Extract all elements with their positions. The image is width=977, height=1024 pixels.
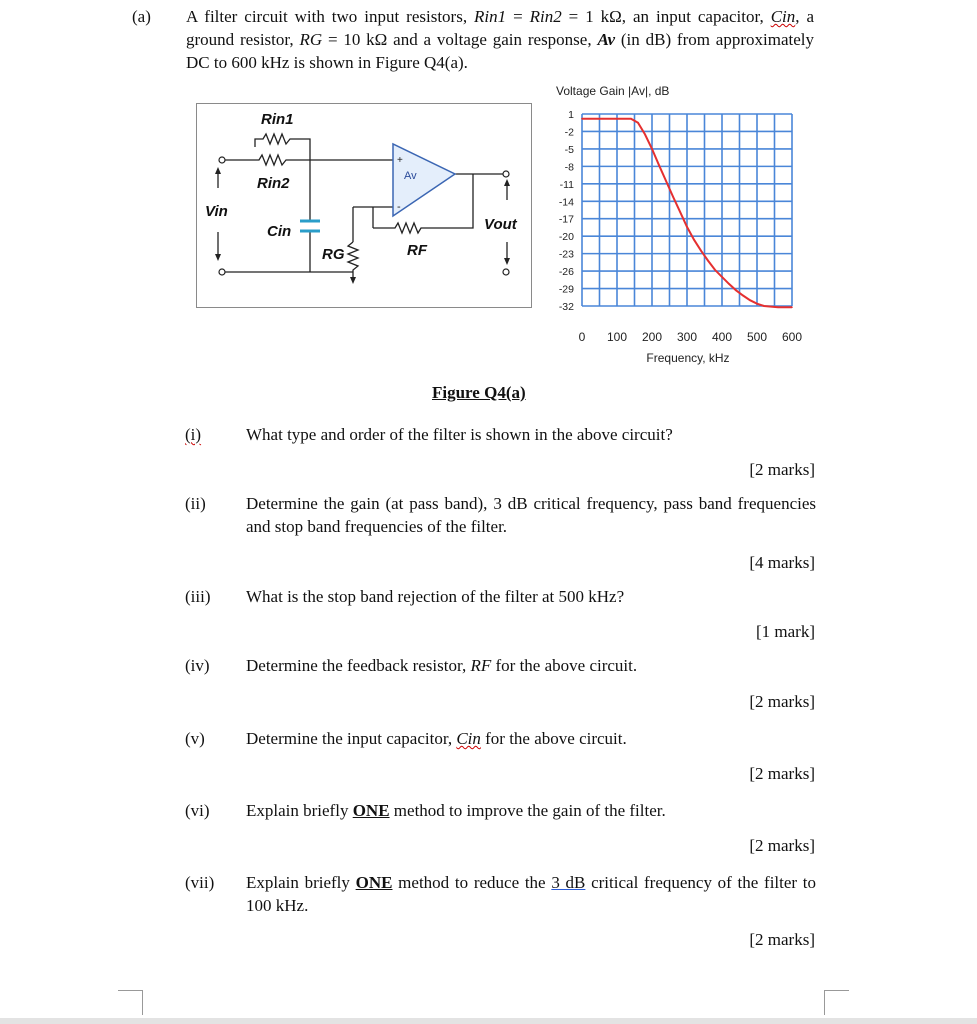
part-5-text (246, 727, 816, 750)
chart-y-ticks (559, 109, 574, 313)
part-6-text-b: method to improve the gain of the filter. (389, 801, 666, 820)
series-point-0-15 (707, 260, 709, 262)
x-tick-label-4: 400 (711, 330, 733, 344)
vout-arrowhead-down (504, 258, 510, 265)
page-bottom-edge (0, 1018, 977, 1024)
x-tick-label-2: 200 (641, 330, 663, 344)
y-tick-label-1: -2 (564, 126, 574, 139)
av-symbol: Av (597, 30, 616, 49)
part-6-bold: ONE (352, 801, 390, 820)
chart-x-label: Frequency, kHz (646, 351, 730, 365)
intro-eq-2: = 1 kΩ, an input capacitor, (561, 7, 771, 26)
rin1-resistor (255, 134, 310, 160)
vin-arrowhead-up (215, 167, 221, 174)
series-point-0-17 (721, 276, 723, 278)
part-6-marks: [2 marks] (749, 836, 815, 855)
part-5-text-b: for the above circuit. (480, 729, 627, 748)
vout-terminal-bottom (503, 269, 509, 275)
series-point-0-6 (644, 134, 646, 136)
x-tick-label-3: 300 (676, 330, 698, 344)
page-corner-right (824, 990, 849, 1015)
y-tick-label-5: -14 (558, 196, 574, 209)
part-5-marks: [2 marks] (749, 764, 815, 783)
gain-chart (548, 80, 808, 365)
series-point-0-2 (602, 118, 604, 120)
part-1-number (185, 423, 201, 446)
part-7-3db: 3 dB (551, 873, 586, 892)
series-point-0-16 (714, 269, 716, 271)
part-3-marks: [1 mark] (755, 622, 815, 641)
y-tick-label-6: -17 (558, 213, 574, 226)
part-5-cin-symbol: Cin (456, 729, 481, 748)
rin1-symbol: Rin1 (474, 7, 507, 26)
intro-text-1: A filter circuit with two input resistors, (186, 7, 475, 26)
part-3-number: (iii) (185, 587, 211, 606)
part-7-number: (vii) (185, 873, 215, 892)
y-tick-label-8: -23 (558, 248, 574, 261)
part-1-text: What type and order of the filter is shown in the above circuit? (246, 425, 673, 444)
x-tick-label-0: 0 (578, 330, 586, 344)
rin2-label: Rin2 (257, 175, 290, 192)
part-2-number: (ii) (185, 494, 206, 513)
part-7-text-a: Explain briefly (246, 873, 356, 892)
series-point-0-7 (651, 148, 653, 150)
series-point-0-24 (777, 306, 779, 308)
x-tick-label-1: 100 (606, 330, 628, 344)
vout-label: Vout (484, 216, 517, 233)
part-6-text (246, 799, 816, 822)
circuit-diagram (196, 103, 532, 308)
part-4-text-a: Determine the feedback resistor, (246, 656, 471, 675)
series-point-0-10 (672, 196, 674, 198)
series-point-0-18 (728, 283, 730, 285)
part-4-marks: [2 marks] (749, 692, 815, 711)
series-point-0-25 (791, 306, 793, 308)
chart-title: Voltage Gain |Av|, dB (556, 84, 670, 98)
intro-text-3: = 10 kΩ and a voltage gain response, (322, 30, 598, 49)
cin-label: Cin (267, 223, 292, 240)
series-point-0-13 (693, 239, 695, 241)
part-7-bold: ONE (355, 873, 393, 892)
question-label: (a) (132, 7, 151, 26)
circuit-svg (197, 104, 531, 307)
series-point-0-22 (756, 303, 758, 305)
part-6-text-a: Explain briefly (246, 801, 353, 820)
y-tick-label-4: -11 (559, 178, 574, 191)
part-4-text (246, 654, 816, 677)
intro-text-4: (in dB) from approximately DC to 600 kHz is shown in Figure Q4(a). (186, 30, 814, 72)
series-point-0-21 (749, 299, 751, 301)
y-tick-label-11: -32 (558, 301, 574, 313)
part-4-text-b: for the above circuit. (491, 656, 638, 675)
series-point-0-20 (742, 295, 744, 297)
rin2-resistor (255, 155, 310, 165)
figure-caption: Figure Q4(a) (432, 383, 526, 402)
vin-label: Vin (205, 203, 228, 220)
intro-text-2: , a ground resistor, (186, 7, 814, 49)
part-5-text-a: Determine the input capacitor, (246, 729, 457, 748)
rg-symbol: RG (299, 30, 323, 49)
x-tick-label-6: 600 (781, 330, 803, 344)
opamp-label: Av (404, 170, 417, 182)
series-point-0-4 (630, 118, 632, 120)
part-7-text (246, 871, 816, 917)
part-1-marks: [2 marks] (749, 460, 815, 479)
vin-terminal-top (219, 157, 225, 163)
part-7-text-c: critical frequency of the filter to 100 kHz. (246, 873, 817, 915)
part-2-marks: [4 marks] (749, 553, 815, 572)
series-point-0-5 (637, 122, 639, 124)
part-4-number: (iv) (185, 656, 210, 675)
series-point-0-23 (763, 305, 765, 307)
y-tick-label-2: -5 (564, 143, 574, 156)
chart-grid (582, 114, 792, 306)
part-2-text: Determine the gain (at pass band), 3 dB critical frequency, pass band frequencies and stop band frequencies of the filter. (246, 494, 816, 536)
part-4-rf-symbol: RF (470, 656, 492, 675)
series-point-0-12 (686, 226, 688, 228)
y-tick-label-0: 1 (568, 109, 574, 121)
cin-capacitor (300, 221, 320, 231)
series-point-0-1 (588, 118, 590, 120)
intro-eq-1: = (506, 7, 530, 26)
series-point-0-0 (581, 118, 583, 120)
cin-symbol: Cin (770, 7, 796, 26)
series-point-0-19 (735, 289, 737, 291)
circuit-wires (218, 134, 507, 278)
part-7-text-b: method to reduce the (392, 873, 552, 892)
y-tick-label-9: -26 (558, 266, 574, 279)
vin-arrowhead-down (215, 254, 221, 261)
vout-terminal-top (503, 171, 509, 177)
part-7-marks: [2 marks] (749, 930, 815, 949)
rin1-label: Rin1 (261, 111, 294, 128)
rf-label: RF (407, 242, 427, 259)
ground-arrowhead (350, 277, 356, 284)
series-point-0-9 (665, 180, 667, 182)
series-point-0-11 (679, 211, 681, 213)
series-point-0-3 (616, 118, 618, 120)
series-point-0-14 (700, 250, 702, 252)
x-tick-label-5: 500 (746, 330, 768, 344)
rg-label: RG (322, 246, 345, 263)
opamp-plus: + (397, 155, 403, 166)
rin2-symbol: Rin2 (529, 7, 562, 26)
vin-terminal-bottom (219, 269, 225, 275)
y-tick-label-3: -8 (564, 161, 574, 174)
part-6-number: (vi) (185, 801, 210, 820)
opamp-minus: - (397, 201, 401, 213)
page-corner-left (118, 990, 143, 1015)
y-tick-label-7: -20 (558, 231, 574, 244)
part-1-number-text: (i) (185, 425, 202, 444)
chart-x-ticks (579, 330, 803, 344)
series-point-0-8 (658, 164, 660, 166)
vout-arrowhead-up (504, 179, 510, 186)
question-intro (186, 5, 814, 74)
y-tick-label-10: -29 (558, 283, 574, 296)
part-5-number: (v) (185, 729, 205, 748)
part-3-text: What is the stop band rejection of the filter at 500 kHz? (246, 587, 625, 606)
